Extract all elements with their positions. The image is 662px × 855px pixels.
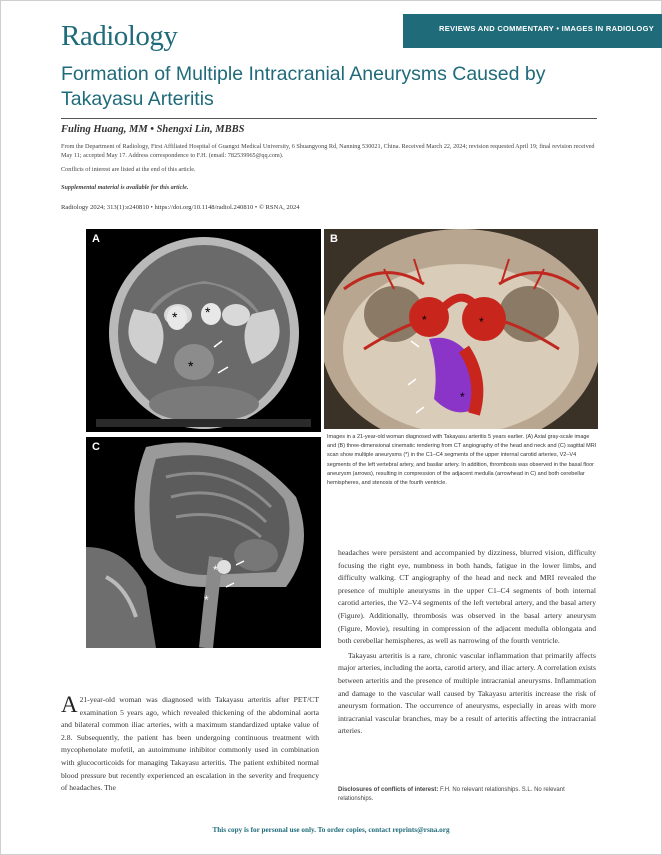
section-banner <box>403 14 662 48</box>
svg-text:*: * <box>204 593 209 607</box>
disclosure-text: F.H. No relevant relationships. S.L. No relevant relationships. <box>338 787 565 802</box>
figure-caption: Images in a 21-year-old woman diagnosed with Takayasu arteritis 5 years earlier. (A) Axial gray-scale image and (B) three-dimensional cinematic rendering from CT angiography of the head and neck and (C) sagittal MRI scan show multiple aneurysms (*) in the C1–C4 segments of the upper internal carotid arteries, V2–V4 segments of the left vertebral artery, and basilar artery. In addition, thrombosis was observed in the basal floor aneurysm (arrows), resulting in compression of the adjacent medulla (arrowhead in C) and both cerebellar hemispheres, and stenosis of the fourth ventricle. <box>327 434 597 487</box>
cinematic-rendering-image <box>324 229 598 429</box>
paragraph-discussion: Takayasu arteritis is a rare, chronic vascular inflammation that primarily affects major arteries, including the aorta, carotid artery, and iliac artery. A correlation exists between arteritis and the presence of multiple intracranial aneurysms. Inflammation and damage to the vascular wall caused by Takayasu arteritis increase the risk of aneurysm formation. The occurrence of aneurysms, especially in areas with more intracranial vascular branches, may be a result of arteritis affecting the intracranial arteries. <box>338 650 596 736</box>
sagittal-mri-image <box>86 437 321 648</box>
affiliation-text: From the Department of Radiology, First Affiliated Hospital of Guangxi Medical University, 6 Shuangyong Rd, Nanning 530021, China. Received March 22, 2024; revision requested April 19; final revision received May 11; accepted May 17. Address correspondence to F.H. (email: 782539965@qq.com). <box>61 143 595 159</box>
svg-text:*: * <box>205 304 211 320</box>
citation-line: Radiology 2024; 313(1):e240810 • https://doi.org/10.1148/radiol.240810 • © RSNA, 2024 <box>61 204 300 211</box>
supplemental-note: Supplemental material is available for this article. <box>61 184 189 191</box>
journal-logo: Radiology <box>61 20 178 52</box>
figure-panel-b <box>324 229 598 429</box>
article-title: Formation of Multiple Intracranial Aneurysms Caused by Takayasu Arteritis <box>61 63 546 110</box>
body-column-right <box>338 547 596 738</box>
paragraph-findings: headaches were persistent and accompanied by dizziness, blurred vision, difficulty focusing the right eye, numbness in both hands, fatigue in the lower limbs, and difficulty walking. CT angiography of the head and neck and MRI revealed the presence of multiple aneurysms in the upper C1–C4 segments of both internal carotid arteries, the V2–V4 segments of the left vertebral artery, and the basal artery (Figure). Additionally, thrombosis was observed in the basal artery aneurysm (Figure, Movie), resulting in compression of the adjacent medulla oblongata and both cerebellar hemispheres, as well as narrowing of the fourth ventricle. <box>338 548 596 646</box>
disclosure-statement <box>338 786 596 804</box>
conflicts-note: Conflicts of interest are listed at the end of this article. <box>61 166 196 173</box>
panel-label-b: B <box>330 233 338 245</box>
figure-panel-c <box>86 437 321 648</box>
panel-label-a: A <box>92 233 100 245</box>
svg-text:*: * <box>172 309 178 325</box>
paragraph-intro <box>61 694 319 795</box>
disclosure-label: Disclosures of conflicts of interest: <box>338 787 439 793</box>
paragraph-intro-text: 21-year-old woman was diagnosed with Takayasu arteritis after PET/CT examination 5 years ago, which revealed thickening of the abdominal aorta and bilateral common iliac arteries, with a maximum standardized uptake value of 2.8. Subsequently, the patient has been undergoing continuous treatment with mycophenolate mofetil, an autoimmune inhibitor commonly used in combination with glucocorticoids for managing Takayasu arteritis. The patient exhibited normal blood pressure but recently experienced an escalation in the severity and frequency of headaches. The <box>61 695 319 793</box>
copyright-footer: This copy is for personal use only. To order copies, contact reprints@rsna.org <box>212 826 450 834</box>
title-rule <box>61 118 597 119</box>
svg-text:*: * <box>188 358 194 374</box>
axial-ct-image <box>86 229 321 432</box>
author-list: Fuling Huang, MM • Shengxi Lin, MBBS <box>61 124 245 135</box>
svg-text:*: * <box>460 390 465 404</box>
svg-text:*: * <box>479 315 484 329</box>
body-column-left <box>61 694 319 795</box>
drop-cap: A <box>61 692 78 717</box>
figure-panel-a <box>86 229 321 432</box>
panel-label-c: C <box>92 441 100 453</box>
section-label: REVIEWS AND COMMENTARY • IMAGES IN RADIOLOGY <box>439 24 654 33</box>
svg-text:*: * <box>422 313 427 327</box>
svg-text:*: * <box>213 563 218 577</box>
